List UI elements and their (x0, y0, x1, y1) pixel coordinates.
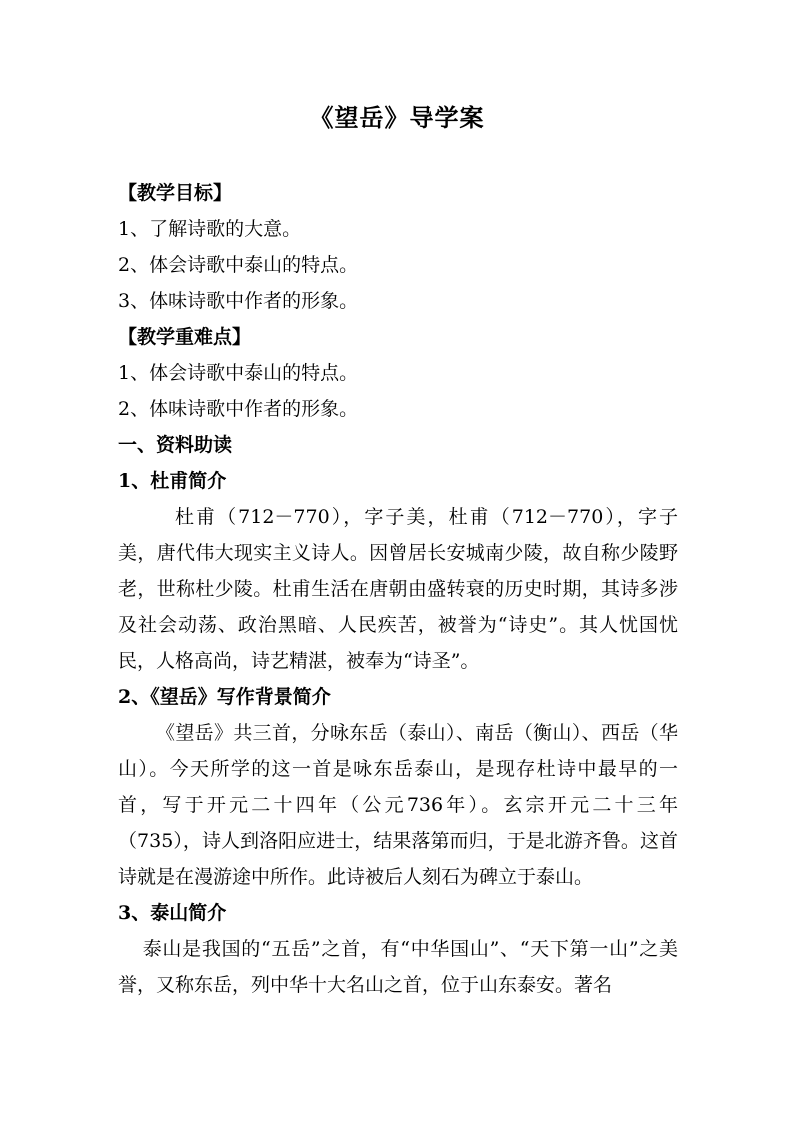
key-points-heading: 【教学重难点】 (118, 326, 252, 348)
background-paragraph: 《望岳》共三首，分咏东岳（泰山）、南岳（衡山）、西岳（华山）。今天所学的这一首是咏东岳泰山，是现存杜诗中最早的一首，写于开元二十四年（公元736年）。玄宗开元二十三年（735），诗人到洛阳应进士，结果落第而归，于是北游齐鲁。这首诗就是在漫游途中所作。此诗被后人刻石为碑立于泰山。 (118, 722, 678, 888)
reading-heading: 一、资料助读 (118, 434, 233, 456)
goal-item: 2、体会诗歌中泰山的特点。 (118, 254, 359, 276)
goals-heading: 【教学目标】 (118, 182, 233, 204)
dufu-heading: 1、杜甫简介 (118, 470, 227, 492)
goal-item: 1、了解诗歌的大意。 (118, 218, 302, 240)
dufu-paragraph: 杜甫（712－770），字子美，杜甫（712－770），字子美，唐代伟大现实主义诗人。因曾居长安城南少陵，故自称少陵野老，世称杜少陵。杜甫生活在唐朝由盛转衰的历史时期，其诗多涉及社会动荡、政治黑暗、人民疾苦，被誉为“诗史”。其人忧国忧民，人格高尚，诗艺精湛，被奉为“诗圣”。 (118, 506, 678, 672)
document-title: 《望岳》导学案 (309, 103, 485, 132)
taishan-paragraph: 泰山是我国的“五岳”之首，有“中华国山”、“天下第一山”之美誉，又称东岳，列中华十大名山之首，位于山东泰安。著名 (118, 938, 678, 996)
taishan-heading: 3、泰山简介 (118, 902, 227, 924)
background-heading: 2、《望岳》写作背景简介 (118, 686, 331, 708)
key-point-item: 1、体会诗歌中泰山的特点。 (118, 362, 359, 384)
document-body (118, 175, 678, 1003)
key-point-item: 2、体味诗歌中作者的形象。 (118, 398, 359, 420)
goal-item: 3、体味诗歌中作者的形象。 (118, 290, 359, 312)
